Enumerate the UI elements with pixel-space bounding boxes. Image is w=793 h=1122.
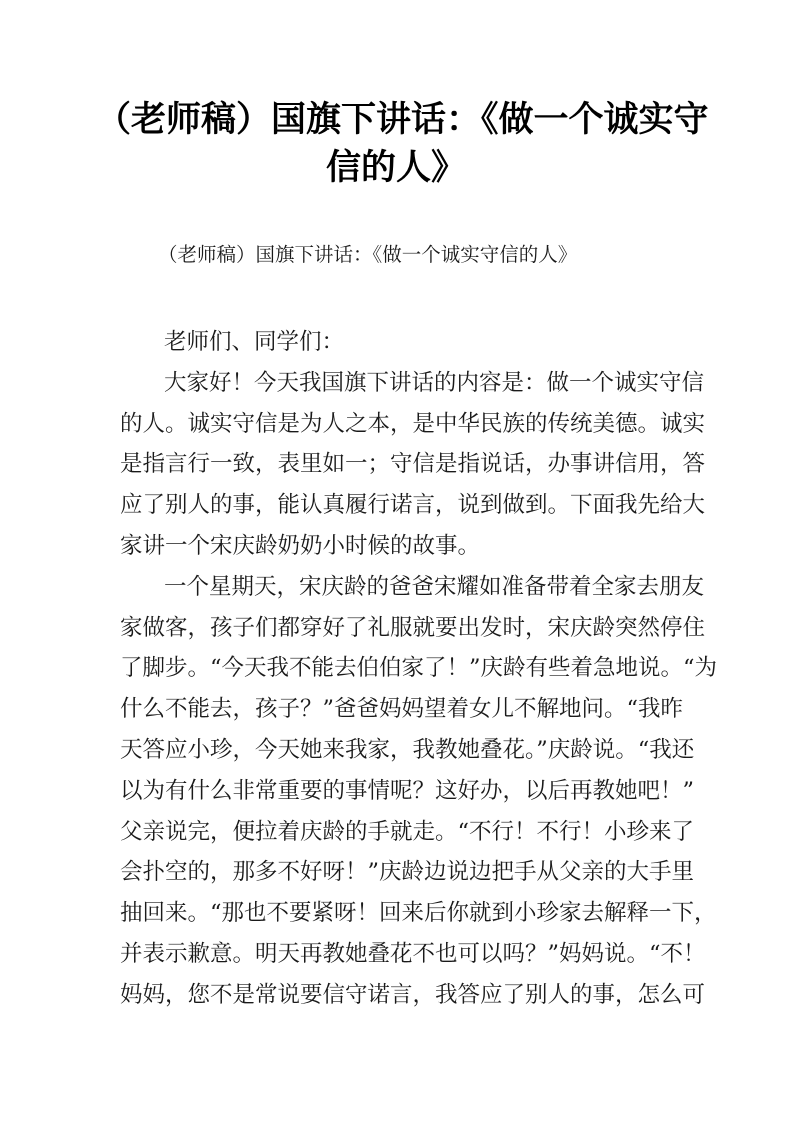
body-line: 是指言行一致，表里如一；守信是指说话，办事讲信用，答 [120, 451, 706, 478]
body-line: 了脚步。“今天我不能去伯伯家了！”庆龄有些着急地说。“为 [120, 655, 718, 682]
body-line: 家做客，孩子们都穿好了礼服就要出发时，宋庆龄突然停住 [120, 614, 706, 641]
document-title [96, 96, 709, 192]
body-line: 的人。诚实守信是为人之本，是中华民族的传统美德。诚实 [120, 410, 706, 437]
body-line: 一个星期天，宋庆龄的爸爸宋耀如准备带着全家去朋友 [164, 573, 705, 600]
body-line: 什么不能去，孩子？”爸爸妈妈望着女儿不解地问。“我昨 [120, 696, 684, 723]
document-subtitle: （老师稿）国旗下讲话：《做一个诚实守信的人》 [158, 243, 578, 266]
title-line-2: 信的人》 [325, 148, 466, 188]
body-line: 父亲说完，便拉着庆龄的手就走。“不行！不行！小珍来了 [120, 818, 695, 845]
body-line: 家讲一个宋庆龄奶奶小时候的故事。 [120, 532, 481, 559]
body-line: 并表示歉意。明天再教她叠花不也可以吗？”妈妈说。“不！ [120, 940, 706, 967]
body-line: 妈妈，您不是常说要信守诺言，我答应了别人的事，怎么可 [120, 981, 706, 1008]
body-line: 以为有什么非常重要的事情呢？这好办，以后再教她吧！” [120, 777, 695, 804]
document-body [120, 322, 718, 1016]
body-line: 应了别人的事，能认真履行诺言，说到做到。下面我先给大 [120, 492, 706, 519]
body-line: 大家好！今天我国旗下讲话的内容是：做一个诚实守信 [164, 369, 705, 396]
body-line: 老师们、同学们： [164, 329, 345, 355]
title-line-1: （老师稿）国旗下讲话：《做一个诚实守 [96, 100, 709, 140]
body-line: 抽回来。“那也不要紧呀！回来后你就到小珍家去解释一下， [120, 900, 717, 927]
body-line: 会扑空的，那多不好呀！”庆龄边说边把手从父亲的大手里 [120, 859, 695, 886]
body-line: 天答应小珍，今天她来我家，我教她叠花。”庆龄说。“我还 [120, 736, 695, 763]
